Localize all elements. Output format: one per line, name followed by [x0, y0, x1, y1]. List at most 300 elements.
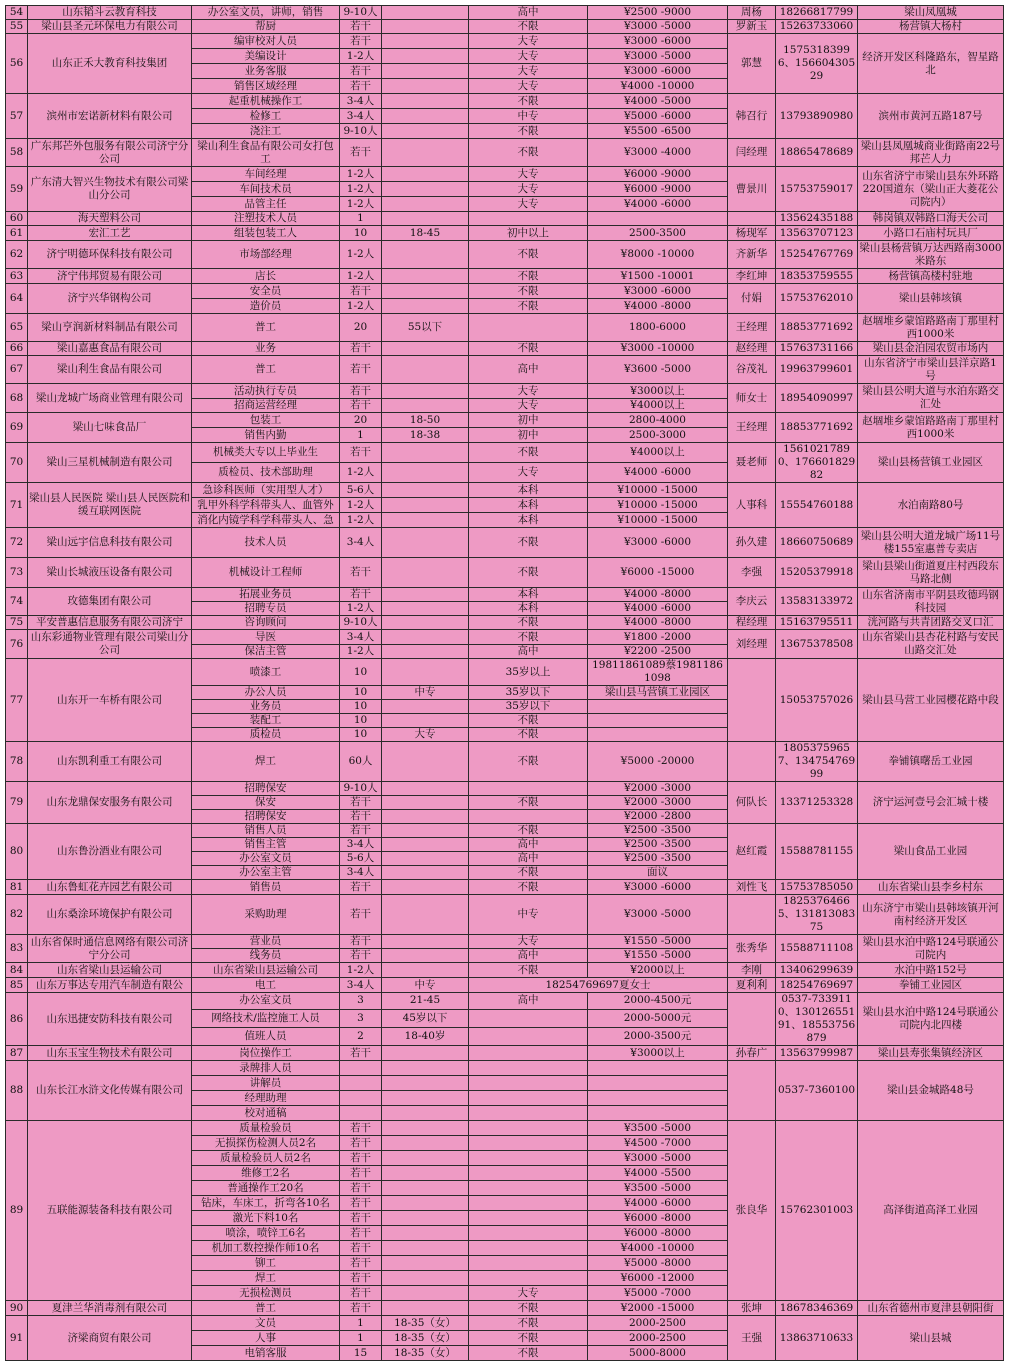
table-row	[6, 212, 1004, 226]
table-cell: ¥4000以上	[588, 399, 728, 413]
table-cell	[382, 659, 469, 686]
table-cell: 小路口石庙村玩具厂	[858, 226, 1004, 241]
table-cell: 办公室文员	[192, 852, 340, 866]
table-cell: 山东省梁山县运输公司	[192, 963, 340, 978]
table-cell: 梁山亨润新材料制品有限公司	[28, 314, 192, 342]
table-cell: 59	[6, 167, 28, 212]
table-cell	[382, 782, 469, 796]
table-cell: 不限	[469, 443, 588, 463]
table-cell	[382, 1046, 469, 1061]
table-cell: 3-4人	[340, 630, 382, 645]
table-cell: 若干	[340, 64, 382, 79]
table-cell: ¥6000 -8000	[588, 1226, 728, 1241]
table-cell: ¥10000 -15000	[588, 513, 728, 528]
table-cell	[382, 1166, 469, 1181]
table-cell: 62	[6, 241, 28, 269]
table-cell: 山东凯利重工有限公司	[28, 742, 192, 782]
table-cell: 若干	[340, 1271, 382, 1286]
table-row	[6, 588, 1004, 602]
table-cell: 若干	[340, 1196, 382, 1211]
table-cell: 不限	[469, 630, 588, 645]
table-cell: ¥5000 -20000	[588, 742, 728, 782]
table-cell: ¥2500 -3500	[588, 838, 728, 852]
table-cell: 曹景川	[728, 167, 776, 212]
table-cell: 9-10人	[340, 616, 382, 630]
table-cell: ¥4000 -10000	[588, 1241, 728, 1256]
table-cell: ¥3500 -5000	[588, 1121, 728, 1136]
table-cell	[469, 1027, 588, 1045]
table-cell: 15753183996、15660430529	[776, 34, 858, 94]
table-cell: 1-2人	[340, 513, 382, 528]
table-cell: 大专	[469, 34, 588, 49]
table-cell	[382, 356, 469, 384]
table-cell: ¥1500 -10001	[588, 269, 728, 284]
table-cell: 1-2人	[340, 602, 382, 616]
table-cell: 高中	[469, 852, 588, 866]
table-cell: 市场部经理	[192, 241, 340, 269]
table-cell: 2500-3000	[588, 428, 728, 443]
table-cell: 办公室文员，讲师，销售	[192, 6, 340, 20]
table-cell: 78	[6, 742, 28, 782]
table-cell: 赵堌堆乡蒙馆路路南丁那里村西1000米	[858, 314, 1004, 342]
table-cell: 58	[6, 139, 28, 167]
table-row	[6, 139, 1004, 167]
table-row	[6, 824, 1004, 838]
table-row	[6, 241, 1004, 269]
table-cell: 山东正禾大教育科技集团	[28, 34, 192, 94]
table-cell: 1	[340, 428, 382, 443]
table-cell	[382, 714, 469, 728]
table-cell: 90	[6, 1301, 28, 1316]
table-cell: 拓展业务员	[192, 588, 340, 602]
table-cell: 15610217890、17660182982	[776, 443, 858, 483]
table-cell: 喷漆工	[192, 659, 340, 686]
table-cell: 高中	[469, 993, 588, 1010]
table-cell: 不限	[469, 269, 588, 284]
table-cell: 梁山县城	[858, 1316, 1004, 1361]
table-cell: 57	[6, 94, 28, 139]
table-cell: 13563799987	[776, 1046, 858, 1061]
table-cell	[340, 1091, 382, 1106]
table-cell: 若干	[340, 443, 382, 463]
table-cell	[469, 1061, 588, 1076]
table-cell: 不限	[469, 824, 588, 838]
table-cell: 郭慧	[728, 34, 776, 94]
table-cell: 梁山利生食品有限公司	[28, 356, 192, 384]
table-cell: 中专	[382, 978, 469, 993]
table-row	[6, 993, 1004, 1010]
table-cell: ¥10000 -15000	[588, 483, 728, 498]
table-cell	[382, 852, 469, 866]
table-cell: 销售内勤	[192, 428, 340, 443]
table-row	[6, 443, 1004, 463]
table-cell: ¥6000 -8000	[588, 1211, 728, 1226]
table-cell: 海天塑料公司	[28, 212, 192, 226]
table-cell: 3	[340, 1009, 382, 1027]
table-cell: 69	[6, 413, 28, 443]
table-cell: 大专	[469, 399, 588, 413]
table-cell	[382, 963, 469, 978]
table-cell: 3	[340, 993, 382, 1010]
table-cell: 若干	[340, 342, 382, 356]
table-cell	[469, 1211, 588, 1226]
table-row	[6, 963, 1004, 978]
table-cell: 质量检验员	[192, 1121, 340, 1136]
table-cell: 1	[340, 212, 382, 226]
table-cell: 办公人员	[192, 686, 340, 700]
table-cell	[469, 1106, 588, 1121]
table-cell: 2	[340, 1027, 382, 1045]
table-cell: ¥3000 -5000	[588, 49, 728, 64]
table-cell: 75	[6, 616, 28, 630]
table-row	[6, 20, 1004, 34]
table-cell: 不限	[469, 728, 588, 742]
table-cell: 王强	[728, 1316, 776, 1361]
table-cell: 济梁商贸有限公司	[28, 1316, 192, 1361]
table-cell	[382, 1256, 469, 1271]
table-cell	[382, 1136, 469, 1151]
table-cell	[728, 742, 776, 782]
table-cell: 18678346369	[776, 1301, 858, 1316]
table-cell: 山东桑涂环境保护有限公司	[28, 895, 192, 935]
table-cell: 大专	[469, 935, 588, 949]
table-cell: ¥3000 -6000	[588, 880, 728, 895]
table-cell: ¥4000 -10000	[588, 79, 728, 94]
table-cell	[469, 1166, 588, 1181]
table-cell: 18865478689	[776, 139, 858, 167]
table-cell: 宏汇工艺	[28, 226, 192, 241]
table-cell: 梁山县马营工业园樱花路中段	[858, 659, 1004, 742]
table-cell: 山东省保时通信息网络有限公司济宁分公司	[28, 935, 192, 963]
table-cell: 采购助理	[192, 895, 340, 935]
table-cell	[382, 880, 469, 895]
table-cell: 编审校对人员	[192, 34, 340, 49]
table-cell: 73	[6, 558, 28, 588]
table-cell: 起重机械操作工	[192, 94, 340, 109]
table-cell	[382, 167, 469, 182]
table-cell: 李刚	[728, 963, 776, 978]
table-cell: 张秀华	[728, 935, 776, 963]
table-cell: ¥6000 -15000	[588, 558, 728, 588]
table-cell: 13793890980	[776, 94, 858, 139]
table-cell: 13675378508	[776, 630, 858, 659]
table-cell: ¥3000 -6000	[588, 528, 728, 558]
table-cell: ¥4000 -8000	[588, 616, 728, 630]
table-cell: 机械类大专以上毕业生	[192, 443, 340, 463]
table-cell: 梁山龙城广场商业管理有限公司	[28, 384, 192, 413]
table-cell: 线务员	[192, 949, 340, 963]
table-cell: 销售员	[192, 880, 340, 895]
table-cell: 王经理	[728, 314, 776, 342]
table-cell	[382, 182, 469, 197]
table-cell	[382, 498, 469, 513]
table-cell: 人事	[192, 1331, 340, 1346]
table-cell: 广东邦芒外包服务有限公司济宁分公司	[28, 139, 192, 167]
table-cell: 普通操作工20名	[192, 1181, 340, 1196]
table-cell: 人事科	[728, 483, 776, 528]
table-cell: 本科	[469, 498, 588, 513]
table-cell: 13863710633	[776, 1316, 858, 1361]
table-cell: 销售主管	[192, 838, 340, 852]
table-cell: 齐新华	[728, 241, 776, 269]
table-cell: ¥3000 -6000	[588, 34, 728, 49]
table-cell: 不限	[469, 1316, 588, 1331]
table-cell	[382, 109, 469, 124]
table-cell: 罗新玉	[728, 20, 776, 34]
table-cell: 车间经理	[192, 167, 340, 182]
table-cell: 焊工	[192, 742, 340, 782]
table-cell: 网络技术/监控施工人员	[192, 1009, 340, 1027]
table-cell: 67	[6, 356, 28, 384]
table-cell	[382, 212, 469, 226]
table-cell: 18-45	[382, 226, 469, 241]
table-cell: 15205379918	[776, 558, 858, 588]
table-cell: 李红坤	[728, 269, 776, 284]
table-cell: 美编设计	[192, 49, 340, 64]
table-cell: 10	[340, 714, 382, 728]
table-cell: 质检员、技术部助理	[192, 463, 340, 483]
table-cell: 师女士	[728, 384, 776, 413]
table-cell: 若干	[340, 1256, 382, 1271]
table-cell: 不限	[469, 866, 588, 880]
table-cell: 玫德集团有限公司	[28, 588, 192, 616]
table-cell: 何队长	[728, 782, 776, 824]
table-cell: 70	[6, 443, 28, 483]
table-cell: 13562435188	[776, 212, 858, 226]
table-cell: 梁山县梁山街道夏庄村西段东马路北侧	[858, 558, 1004, 588]
table-cell	[382, 645, 469, 659]
table-cell: 机械设计工程师	[192, 558, 340, 588]
table-cell	[382, 6, 469, 20]
table-cell: 15053757026	[776, 659, 858, 742]
table-cell	[382, 513, 469, 528]
table-cell: 13371253328	[776, 782, 858, 824]
table-cell: 杨营镇高楼村驻地	[858, 269, 1004, 284]
table-cell	[382, 949, 469, 963]
table-cell: 18-50	[382, 413, 469, 428]
table-cell	[340, 1061, 382, 1076]
table-cell	[382, 616, 469, 630]
table-cell: ¥3000以上	[588, 1046, 728, 1061]
table-cell: 10	[340, 700, 382, 714]
table-cell: 18254769697	[776, 978, 858, 993]
table-cell: 18-35（女）	[382, 1316, 469, 1331]
table-cell: 1-2人	[340, 463, 382, 483]
table-cell: 高泽街道高泽工业园	[858, 1121, 1004, 1301]
table-cell: ¥10000 -15000	[588, 498, 728, 513]
table-row	[6, 558, 1004, 588]
table-cell: ¥4000 -6000	[588, 463, 728, 483]
table-cell: 车间技术员	[192, 182, 340, 197]
table-cell: 2000-3500元	[588, 1027, 728, 1045]
table-cell: 64	[6, 284, 28, 314]
table-cell	[469, 782, 588, 796]
table-row	[6, 356, 1004, 384]
table-cell	[382, 810, 469, 824]
table-cell: 梁山县公明大道与水泊东路交汇处	[858, 384, 1004, 413]
table-cell: 招聘保安	[192, 810, 340, 824]
table-cell: 大专	[469, 64, 588, 79]
table-cell: 1-2人	[340, 241, 382, 269]
table-cell: 济宁明德环保科技有限公司	[28, 241, 192, 269]
table-cell	[728, 895, 776, 935]
table-cell: 54	[6, 6, 28, 20]
table-cell: 15254767769	[776, 241, 858, 269]
table-cell: 若干	[340, 1211, 382, 1226]
table-cell: 水泊中路152号	[858, 963, 1004, 978]
table-cell	[469, 1009, 588, 1027]
table-cell: 1-2人	[340, 963, 382, 978]
table-cell	[382, 49, 469, 64]
table-cell	[382, 384, 469, 399]
table-cell: 山东开一车桥有限公司	[28, 659, 192, 742]
table-cell: 56	[6, 34, 28, 94]
table-cell: 9-10人	[340, 124, 382, 139]
table-cell: 15762301003	[776, 1121, 858, 1301]
table-cell: ¥4000 -5000	[588, 94, 728, 109]
table-cell: ¥1800 -2000	[588, 630, 728, 645]
table-cell: ¥4000 -8000	[588, 588, 728, 602]
table-cell	[382, 269, 469, 284]
table-row	[6, 384, 1004, 399]
table-cell: 焊工	[192, 1271, 340, 1286]
table-cell	[469, 810, 588, 824]
table-cell: 15753762010	[776, 284, 858, 314]
table-cell	[382, 34, 469, 49]
table-cell: 71	[6, 483, 28, 528]
table-cell	[340, 1076, 382, 1091]
table-cell	[382, 528, 469, 558]
table-cell	[382, 1151, 469, 1166]
table-cell: 不限	[469, 284, 588, 299]
table-cell: 咨询顾问	[192, 616, 340, 630]
table-cell: 拳铺镇曙岳工业园	[858, 742, 1004, 782]
table-cell: 岗位操作工	[192, 1046, 340, 1061]
table-cell: 不限	[469, 796, 588, 810]
table-cell: 13563707123	[776, 226, 858, 241]
table-cell: 2800-4000	[588, 413, 728, 428]
table-cell	[382, 483, 469, 498]
table-cell: 山东省济宁市梁山县东外环路220国道东（梁山正大菱花公司院内）	[858, 167, 1004, 212]
table-cell: 85	[6, 978, 28, 993]
table-cell: 高中	[469, 645, 588, 659]
table-cell	[382, 139, 469, 167]
table-cell: 15554760188	[776, 483, 858, 528]
table-cell: 赵堌堆乡蒙馆路路南丁那里村西1000米	[858, 413, 1004, 443]
table-cell: 19963799601	[776, 356, 858, 384]
table-cell: 18053759657、13475476999	[776, 742, 858, 782]
table-cell: 招聘保安	[192, 782, 340, 796]
table-cell	[340, 1106, 382, 1121]
table-cell: 若干	[340, 284, 382, 299]
table-cell: 电工	[192, 978, 340, 993]
table-cell: 3-4人	[340, 978, 382, 993]
table-cell: 值班人员	[192, 1027, 340, 1045]
table-cell: 山东迅捷安防科技有限公司	[28, 993, 192, 1046]
table-cell: 山东省梁山县运输公司	[28, 963, 192, 978]
table-cell	[469, 1256, 588, 1271]
table-cell: 导医	[192, 630, 340, 645]
table-cell: 15163795511	[776, 616, 858, 630]
table-cell: ¥4000 -6000	[588, 1196, 728, 1211]
table-cell: 检修工	[192, 109, 340, 124]
table-cell: 3-4人	[340, 866, 382, 880]
table-cell: ¥4000 -6000	[588, 197, 728, 212]
table-cell: 中专	[382, 686, 469, 700]
table-cell: ¥6000 -9000	[588, 182, 728, 197]
table-cell: 山东鲁虹花卉园艺有限公司	[28, 880, 192, 895]
table-cell: 21-45	[382, 993, 469, 1010]
table-cell: 梁山七味食品厂	[28, 413, 192, 443]
table-cell: 82	[6, 895, 28, 935]
table-cell: 2500-3500	[588, 226, 728, 241]
table-cell	[588, 212, 728, 226]
table-cell: 若干	[340, 1046, 382, 1061]
table-cell: 山东省梁山县杏花村路与安民山路交汇处	[858, 630, 1004, 659]
table-cell	[469, 314, 588, 342]
table-cell	[382, 284, 469, 299]
table-cell: 梁山县人民医院 梁山县人民医院和缓互联网医院	[28, 483, 192, 528]
table-cell: 60人	[340, 742, 382, 782]
table-cell: 不限	[469, 616, 588, 630]
table-cell	[382, 1091, 469, 1106]
table-cell	[382, 342, 469, 356]
table-cell: 韩岗镇双韩路口海天公司	[858, 212, 1004, 226]
table-cell: 本科	[469, 513, 588, 528]
table-cell: 18353759555	[776, 269, 858, 284]
table-cell: 刘经理	[728, 630, 776, 659]
table-cell: 不限	[469, 558, 588, 588]
table-cell	[382, 1301, 469, 1316]
table-cell	[382, 197, 469, 212]
table-cell: ¥2200 -2500	[588, 645, 728, 659]
table-cell: 1	[340, 1316, 382, 1331]
table-cell: 不限	[469, 124, 588, 139]
table-cell: 赵红霞	[728, 824, 776, 880]
table-cell: 1-2人	[340, 49, 382, 64]
table-cell: 2000-4500元	[588, 993, 728, 1010]
table-cell: 讲解员	[192, 1076, 340, 1091]
table-cell: 若干	[340, 810, 382, 824]
table-cell: 2000-5000元	[588, 1009, 728, 1027]
table-cell	[728, 212, 776, 226]
table-cell: 1-2人	[340, 498, 382, 513]
table-cell: 18853771692	[776, 413, 858, 443]
table-cell: 大专	[469, 384, 588, 399]
table-cell: 梁山凤凰城	[858, 6, 1004, 20]
table-cell: ¥4000以上	[588, 443, 728, 463]
table-cell: 86	[6, 993, 28, 1046]
table-row	[6, 630, 1004, 645]
table-cell: 梁山食品工业园	[858, 824, 1004, 880]
table-cell: 山东鲁汾酒业有限公司	[28, 824, 192, 880]
table-cell: 若干	[340, 1121, 382, 1136]
table-cell: 18-35（女）	[382, 1346, 469, 1361]
table-cell: 办公室主管	[192, 866, 340, 880]
table-row	[6, 284, 1004, 299]
table-cell	[382, 299, 469, 314]
table-cell: 文员	[192, 1316, 340, 1331]
table-cell	[382, 1076, 469, 1091]
table-cell: 山东彩通物业管理有限公司梁山分公司	[28, 630, 192, 659]
table-cell	[469, 1121, 588, 1136]
table-cell: 初中	[469, 413, 588, 428]
table-cell: 孙久建	[728, 528, 776, 558]
table-cell: 若干	[340, 1241, 382, 1256]
table-cell: 若干	[340, 1181, 382, 1196]
table-cell: 18954090997	[776, 384, 858, 413]
table-cell: 保安	[192, 796, 340, 810]
